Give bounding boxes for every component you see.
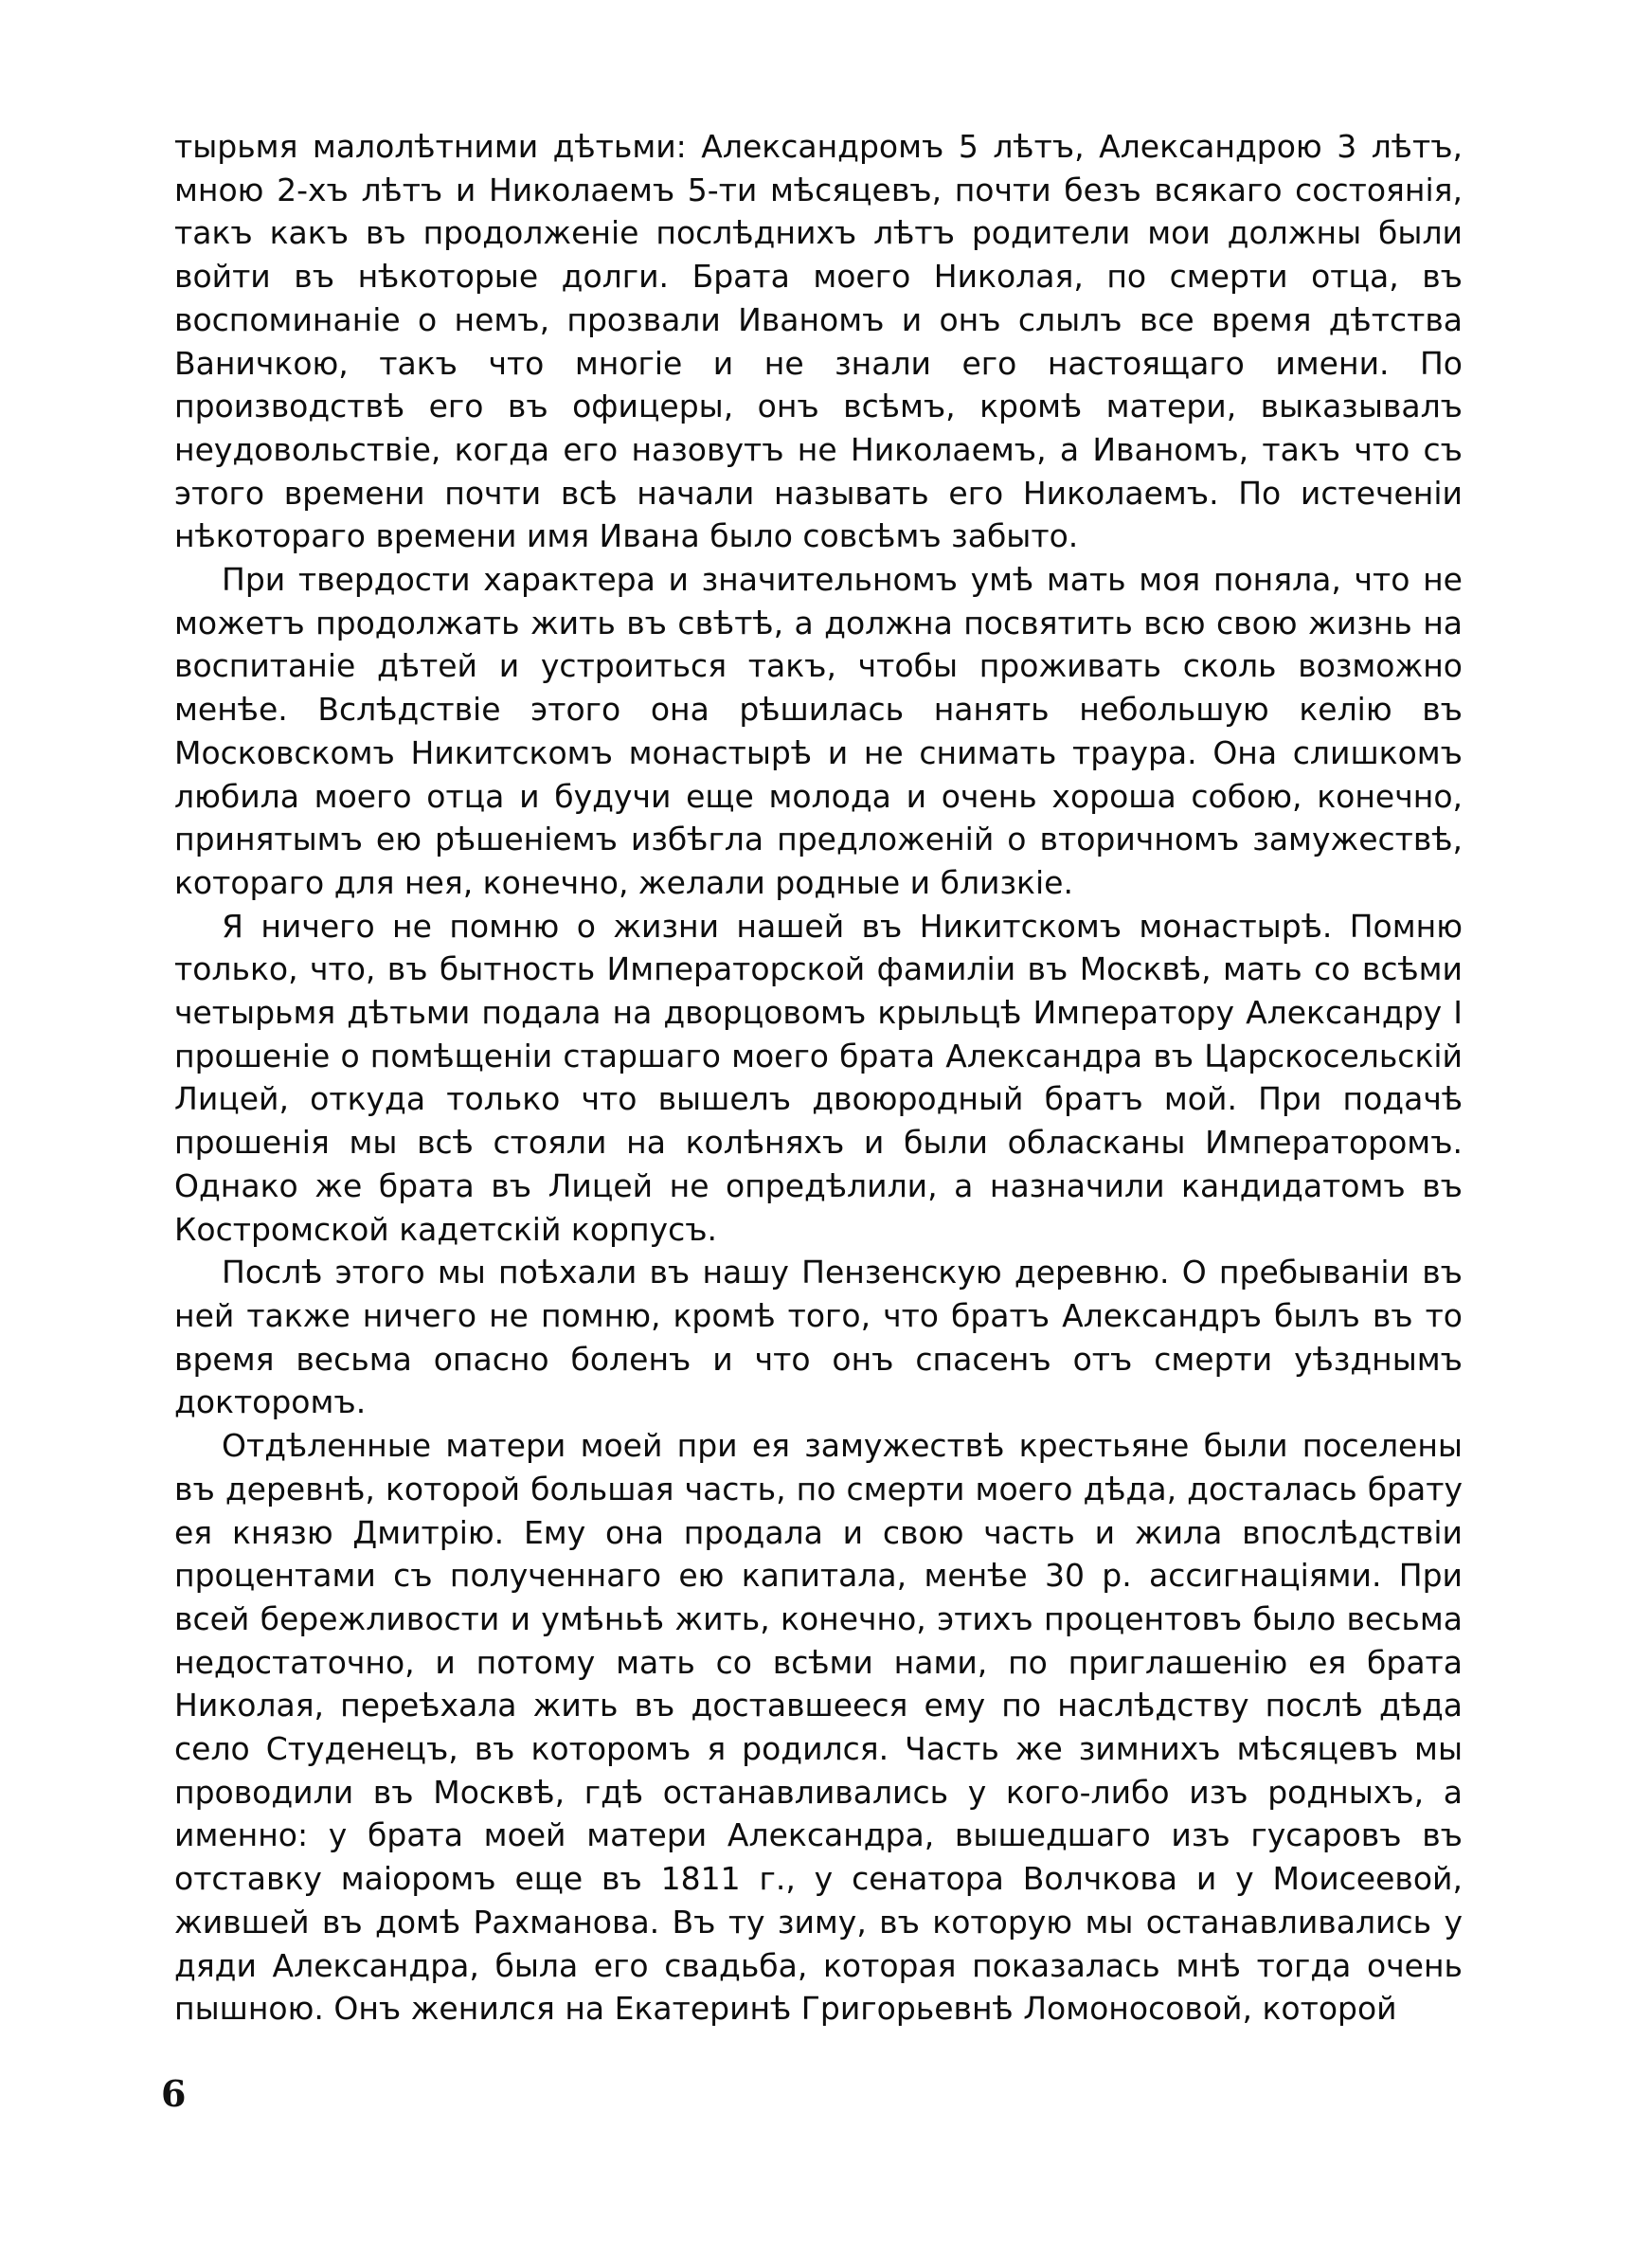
page-number: 6 (161, 2072, 187, 2115)
paragraph-5: Отдѣленные матери моей при ея замужествѣ крестьяне были поселены въ деревнѣ, которой большая часть, по смерти моего дѣда, досталась брату ея князю Дмитрію. Ему она продала и свою часть и жила впослѣдствіи процентами съ полученнаго ею капитала, менѣе 30 р. ассигнаціями. При всей бережливости и умѣньѣ жить, конечно, этихъ процентовъ было весьма недостаточно, и потому мать со всѣми нами, по приглашенію ея брата Николая, переѣхала жить въ доставшееся ему по наслѣдству послѣ дѣда село Студенецъ, въ которомъ я родился. Часть же зимнихъ мѣсяцевъ мы проводили въ Москвѣ, гдѣ останавливались у кого-либо изъ родныхъ, а именно: у брата моей матери Александра, вышедшаго изъ гусаровъ въ отставку маіоромъ еще въ 1811 г., у сенатора Волчкова и у Моисеевой, жившей въ домѣ Рахманова. Въ ту зиму, въ которую мы останавливались у дяди Александра, была его свадьба, которая показалась мнѣ тогда очень пышною. Онъ женился на Екатеринѣ Григорьевнѣ Ломоносовой, которой (174, 1427, 1463, 2028)
paragraph-2: При твердости характера и значительномъ умѣ мать моя поняла, что не можетъ продолжать жить въ свѣтѣ, а должна посвятить всю свою жизнь на воспитаніе дѣтей и устроиться такъ, чтобы проживать сколь возможно менѣе. Вслѣдствіе этого она рѣшилась нанять небольшую келію въ Московскомъ Никитскомъ монастырѣ и не снимать траура. Она слишкомъ любила моего отца и будучи еще молода и очень хороша собою, конечно, принятымъ ею рѣшеніемъ избѣгла предложеній о вторичномъ замужествѣ, котораго для нея, конечно, желали родные и близкіе. (174, 561, 1463, 901)
body-text (174, 125, 1463, 2031)
paragraph-3: Я ничего не помню о жизни нашей въ Никитскомъ монастырѣ. Помню только, что, въ бытность Императорской фамиліи въ Москвѣ, мать со всѣми четырьмя дѣтьми подала на дворцовомъ крыльцѣ Императору Александру I прошеніе о помѣщеніи старшаго моего брата Александра въ Царскосельскій Лицей, откуда только что вышелъ двоюродный братъ мой. При подачѣ прошенія мы всѣ стояли на колѣняхъ и были обласканы Императоромъ. Однако же брата въ Лицей не опредѣлили, а назначили кандидатомъ въ Костромской кадетскій корпусъ. (174, 907, 1463, 1248)
paragraph-4: Послѣ этого мы поѣхали въ нашу Пензенскую деревню. О пребываніи въ ней также ничего не помню, кромѣ того, что братъ Александръ былъ въ то время весьма опасно боленъ и что онъ спасенъ отъ смерти уѣзднымъ докторомъ. (174, 1254, 1463, 1421)
paragraph-1: тырьмя малолѣтними дѣтьми: Александромъ 5 лѣтъ, Александрою 3 лѣтъ, мною 2-хъ лѣтъ и Николаемъ 5-ти мѣсяцевъ, почти безъ всякаго состоянія, такъ какъ въ продолженіе послѣднихъ лѣтъ родители мои должны были войти въ нѣкоторые долги. Брата моего Николая, по смерти отца, въ воспоминаніе о немъ, прозвали Иваномъ и онъ слылъ все время дѣтства Ваничкою, такъ что многіе и не знали его настоящаго имени. По производствѣ его въ офицеры, онъ всѣмъ, кромѣ матери, выказывалъ неудовольствіе, когда его назовутъ не Николаемъ, а Иваномъ, такъ что съ этого времени почти всѣ начали называть его Николаемъ. По истеченіи нѣкотораго времени имя Ивана было совсѣмъ забыто. (174, 128, 1463, 555)
